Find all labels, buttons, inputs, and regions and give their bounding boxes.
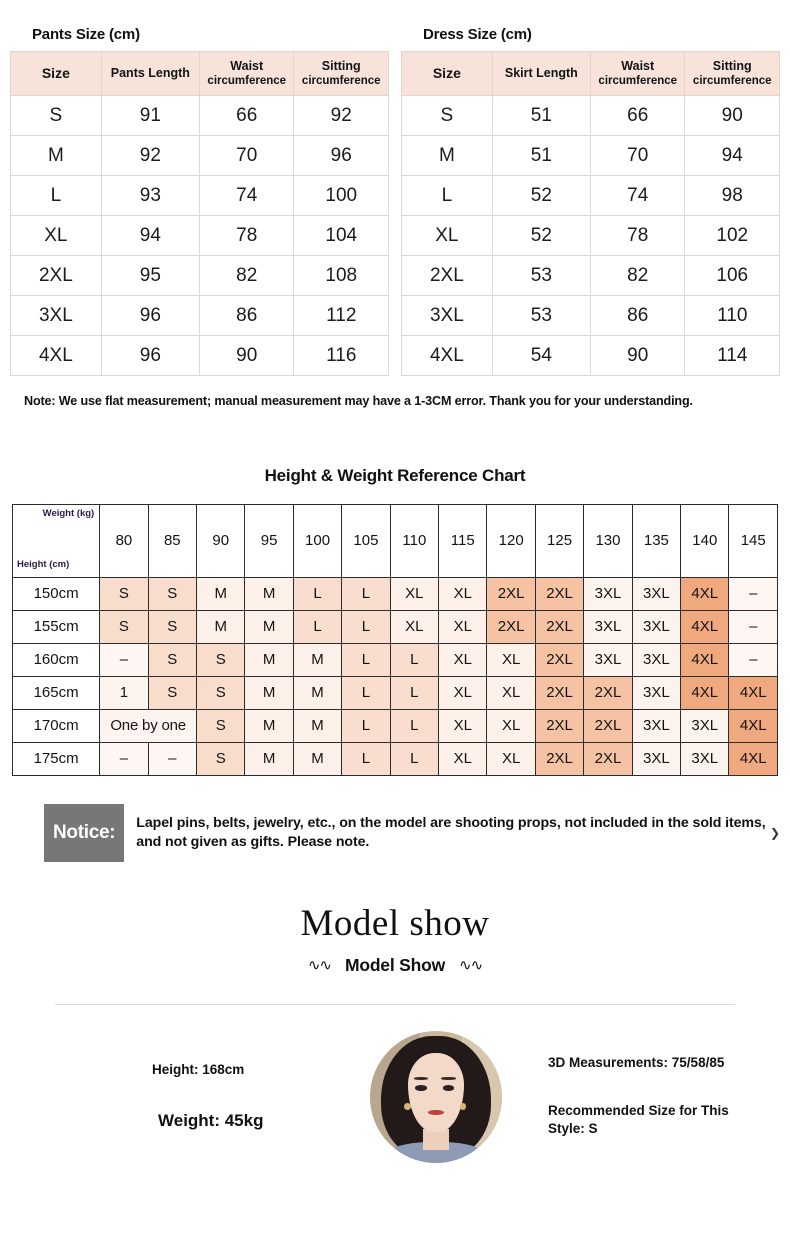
pants-size-table — [10, 51, 389, 376]
weight-column-header: 95 — [245, 504, 293, 577]
dress-size-block — [401, 26, 780, 376]
hw-table-row — [13, 709, 778, 742]
table-cell: 70 — [590, 136, 685, 176]
table-row — [11, 96, 389, 136]
table-cell: 104 — [294, 216, 389, 256]
hw-size-cell: 2XL — [535, 676, 583, 709]
table-row — [402, 256, 780, 296]
table-cell: S — [11, 96, 102, 136]
table-cell: 96 — [101, 296, 199, 336]
hw-table-row — [13, 643, 778, 676]
table-row — [11, 136, 389, 176]
model-avatar-wrap — [370, 1031, 502, 1163]
avatar-earring-left — [404, 1103, 411, 1110]
avatar-eyebrow-right — [441, 1077, 456, 1080]
table-cell: 95 — [101, 256, 199, 296]
table-cell: L — [402, 176, 493, 216]
table-cell: 53 — [492, 256, 590, 296]
chevron-right-icon: ❯ — [770, 825, 781, 840]
hw-size-cell: L — [293, 577, 341, 610]
dress-table-body — [402, 96, 780, 376]
hw-table-row — [13, 676, 778, 709]
hw-size-cell: XL — [439, 643, 487, 676]
hw-size-cell: M — [293, 676, 341, 709]
notice-bar — [0, 804, 790, 862]
hw-size-cell: 3XL — [681, 709, 729, 742]
table-cell: 66 — [590, 96, 685, 136]
table-cell: 86 — [199, 296, 294, 336]
table-cell: 114 — [685, 336, 780, 376]
pants-size-caption: Pants Size (cm) — [32, 26, 140, 43]
model-info-left — [24, 1062, 370, 1131]
table-cell: 86 — [590, 296, 685, 336]
table-cell: 78 — [199, 216, 294, 256]
hw-size-cell: 4XL — [729, 676, 778, 709]
table-cell: 78 — [590, 216, 685, 256]
hw-size-cell: 2XL — [584, 742, 632, 775]
weight-column-header: 130 — [584, 504, 632, 577]
hw-size-cell: L — [390, 742, 438, 775]
hw-size-cell: L — [342, 610, 390, 643]
notice-text: Lapel pins, belts, jewelry, etc., on the model are shooting props, not included in the sold items, and not given as gifts. Please note. — [136, 814, 766, 850]
height-weight-chart-wrap — [0, 486, 790, 776]
table-cell: 82 — [199, 256, 294, 296]
table-cell: 93 — [101, 176, 199, 216]
hw-table-row — [13, 577, 778, 610]
model-weight: Weight: 45kg — [158, 1111, 264, 1131]
avatar — [370, 1031, 502, 1163]
model-show-serif-title: Model show — [300, 902, 490, 944]
weight-column-header: 90 — [197, 504, 245, 577]
hw-size-cell: 2XL — [535, 709, 583, 742]
hw-size-cell: 4XL — [729, 709, 778, 742]
hw-size-cell: M — [197, 610, 245, 643]
table-row — [11, 256, 389, 296]
weight-column-header: 115 — [439, 504, 487, 577]
dress-size-caption: Dress Size (cm) — [423, 26, 532, 43]
table-cell: 74 — [199, 176, 294, 216]
table-row — [11, 336, 389, 376]
table-cell: XL — [402, 216, 493, 256]
weight-column-header: 105 — [342, 504, 390, 577]
hw-size-cell: 2XL — [487, 610, 535, 643]
model-height: Height: 168cm — [152, 1062, 245, 1078]
hw-size-cell: 1 — [100, 676, 148, 709]
table-cell: 90 — [199, 336, 294, 376]
hw-size-cell: – — [729, 643, 778, 676]
hw-size-cell: 3XL — [632, 709, 680, 742]
hw-size-cell: M — [293, 643, 341, 676]
hw-size-cell: 2XL — [584, 676, 632, 709]
hw-size-cell: 3XL — [632, 577, 680, 610]
hw-size-cell: 2XL — [535, 577, 583, 610]
hw-size-cell: L — [390, 709, 438, 742]
weight-column-header: 145 — [729, 504, 778, 577]
hw-size-cell: L — [342, 577, 390, 610]
hw-size-cell: S — [100, 610, 148, 643]
weight-column-header: 135 — [632, 504, 680, 577]
hw-size-cell: M — [245, 643, 293, 676]
table-cell: S — [402, 96, 493, 136]
hw-size-cell: 3XL — [632, 676, 680, 709]
table-header-row — [11, 52, 389, 96]
column-header-sitting: Sitting circumference — [685, 52, 780, 96]
hw-size-cell: 4XL — [681, 676, 729, 709]
table-row — [402, 296, 780, 336]
table-cell: 66 — [199, 96, 294, 136]
table-cell: 92 — [294, 96, 389, 136]
table-cell: 91 — [101, 96, 199, 136]
hw-size-cell: S — [197, 643, 245, 676]
table-row — [402, 136, 780, 176]
hw-size-cell: XL — [487, 676, 535, 709]
hw-size-cell: L — [342, 643, 390, 676]
hw-size-cell: S — [148, 577, 196, 610]
hw-size-cell: XL — [487, 709, 535, 742]
table-cell: 94 — [685, 136, 780, 176]
hw-table-row — [13, 742, 778, 775]
table-cell: 106 — [685, 256, 780, 296]
hw-size-cell: XL — [439, 676, 487, 709]
weight-column-header: 80 — [100, 504, 148, 577]
wave-right-icon: ∿∿ — [459, 956, 483, 974]
table-cell: M — [11, 136, 102, 176]
table-cell: 3XL — [402, 296, 493, 336]
hw-size-cell: 3XL — [632, 742, 680, 775]
hw-size-cell: 2XL — [535, 742, 583, 775]
model-info-section — [0, 1031, 790, 1163]
column-header-sitting: Sitting circumference — [294, 52, 389, 96]
hw-size-cell: S — [148, 676, 196, 709]
table-cell: 52 — [492, 216, 590, 256]
table-row — [402, 96, 780, 136]
table-row — [402, 336, 780, 376]
height-axis-label: Height (cm) — [17, 559, 70, 571]
table-cell: 3XL — [11, 296, 102, 336]
table-cell: M — [402, 136, 493, 176]
table-cell: 51 — [492, 136, 590, 176]
hw-size-cell: XL — [439, 742, 487, 775]
column-header-pants-length: Pants Length — [101, 52, 199, 96]
table-cell: 70 — [199, 136, 294, 176]
weight-column-header: 100 — [293, 504, 341, 577]
hw-size-cell: L — [342, 709, 390, 742]
hw-size-cell: – — [729, 577, 778, 610]
hw-size-cell: L — [390, 676, 438, 709]
dress-size-table — [401, 51, 780, 376]
hw-size-cell: 3XL — [584, 610, 632, 643]
weight-column-header: 125 — [535, 504, 583, 577]
column-header-waist: Waist circumference — [590, 52, 685, 96]
hw-size-cell: S — [148, 643, 196, 676]
table-cell: 102 — [685, 216, 780, 256]
weight-column-header: 85 — [148, 504, 196, 577]
hw-size-cell: – — [100, 643, 148, 676]
hw-size-cell: 3XL — [584, 643, 632, 676]
table-row — [11, 296, 389, 336]
hw-size-cell: 2XL — [584, 709, 632, 742]
size-tables-section — [0, 0, 790, 376]
table-header-row — [402, 52, 780, 96]
hw-size-cell: L — [293, 610, 341, 643]
hw-size-cell: 2XL — [535, 610, 583, 643]
hw-size-cell: M — [293, 709, 341, 742]
table-cell: 74 — [590, 176, 685, 216]
weight-column-header: 120 — [487, 504, 535, 577]
hw-size-cell: M — [245, 709, 293, 742]
avatar-eye-right — [443, 1085, 455, 1091]
hw-table-body — [13, 577, 778, 775]
table-cell: 96 — [101, 336, 199, 376]
hw-size-cell: M — [245, 577, 293, 610]
hw-size-cell: S — [197, 709, 245, 742]
avatar-eye-left — [415, 1085, 427, 1091]
table-cell: XL — [11, 216, 102, 256]
hw-size-cell: – — [100, 742, 148, 775]
hw-size-cell: S — [148, 610, 196, 643]
table-cell: 51 — [492, 96, 590, 136]
hw-size-cell: XL — [439, 709, 487, 742]
weight-column-header: 110 — [390, 504, 438, 577]
table-cell: 110 — [685, 296, 780, 336]
hw-corner-cell — [13, 504, 100, 577]
hw-size-cell: – — [729, 610, 778, 643]
weight-column-header: 140 — [681, 504, 729, 577]
hw-size-cell: M — [245, 742, 293, 775]
table-cell: 4XL — [402, 336, 493, 376]
weight-axis-label: Weight (kg) — [42, 507, 95, 519]
measurement-note: Note: We use flat measurement; manual measurement may have a 1-3CM error. Thank you for your understanding. — [24, 394, 693, 409]
table-cell: 54 — [492, 336, 590, 376]
table-row — [402, 176, 780, 216]
hw-size-cell: M — [197, 577, 245, 610]
hw-size-cell: 3XL — [681, 742, 729, 775]
hw-size-cell: XL — [439, 610, 487, 643]
column-header-size: Size — [11, 52, 102, 96]
table-row — [11, 216, 389, 256]
hw-size-cell: XL — [487, 643, 535, 676]
model-show-subtitle: Model Show — [344, 954, 446, 975]
height-weight-chart-title: Height & Weight Reference Chart — [264, 465, 526, 485]
hw-size-cell: S — [197, 742, 245, 775]
hw-size-cell: XL — [487, 742, 535, 775]
hw-size-cell: 3XL — [584, 577, 632, 610]
model-measurements: 3D Measurements: 75/58/85 — [548, 1055, 725, 1071]
hw-size-cell: 4XL — [729, 742, 778, 775]
hw-size-cell: 4XL — [681, 610, 729, 643]
table-cell: 94 — [101, 216, 199, 256]
table-cell: 53 — [492, 296, 590, 336]
column-header-waist: Waist circumference — [199, 52, 294, 96]
table-cell: 98 — [685, 176, 780, 216]
model-show-subtitle-row — [0, 955, 790, 976]
column-header-size: Size — [402, 52, 493, 96]
hw-size-cell: – — [148, 742, 196, 775]
hw-size-cell: L — [342, 676, 390, 709]
hw-size-cell: One by one — [100, 709, 197, 742]
table-row — [402, 216, 780, 256]
table-cell: 82 — [590, 256, 685, 296]
section-divider — [55, 1004, 735, 1005]
model-recommended-size: Recommended Size for This Style: S — [548, 1103, 729, 1137]
hw-size-cell: S — [100, 577, 148, 610]
hw-size-cell: S — [197, 676, 245, 709]
hw-table-row — [13, 610, 778, 643]
height-row-header: 160cm — [13, 643, 100, 676]
table-cell: L — [11, 176, 102, 216]
column-header-skirt-length: Skirt Length — [492, 52, 590, 96]
height-row-header: 150cm — [13, 577, 100, 610]
table-cell: 96 — [294, 136, 389, 176]
hw-size-cell: 2XL — [535, 643, 583, 676]
table-cell: 52 — [492, 176, 590, 216]
notice-tag: Notice: — [44, 804, 124, 862]
table-cell: 4XL — [11, 336, 102, 376]
height-row-header: 175cm — [13, 742, 100, 775]
table-cell: 90 — [590, 336, 685, 376]
table-cell: 100 — [294, 176, 389, 216]
hw-size-cell: XL — [439, 577, 487, 610]
height-row-header: 165cm — [13, 676, 100, 709]
table-cell: 2XL — [402, 256, 493, 296]
hw-size-cell: M — [293, 742, 341, 775]
wave-left-icon: ∿∿ — [307, 956, 331, 974]
hw-size-cell: XL — [390, 577, 438, 610]
hw-size-cell: L — [342, 742, 390, 775]
hw-size-cell: XL — [390, 610, 438, 643]
table-row — [11, 176, 389, 216]
hw-size-cell: L — [390, 643, 438, 676]
hw-size-cell: 2XL — [487, 577, 535, 610]
table-cell: 116 — [294, 336, 389, 376]
hw-size-cell: 3XL — [632, 643, 680, 676]
height-weight-table — [12, 504, 778, 776]
pants-size-block — [10, 26, 389, 376]
hw-size-cell: 4XL — [681, 643, 729, 676]
height-row-header: 155cm — [13, 610, 100, 643]
hw-size-cell: M — [245, 610, 293, 643]
pants-table-body — [11, 96, 389, 376]
table-cell: 112 — [294, 296, 389, 336]
hw-header-row — [13, 504, 778, 577]
table-cell: 2XL — [11, 256, 102, 296]
table-cell: 92 — [101, 136, 199, 176]
table-cell: 108 — [294, 256, 389, 296]
height-row-header: 170cm — [13, 709, 100, 742]
table-cell: 90 — [685, 96, 780, 136]
hw-size-cell: M — [245, 676, 293, 709]
hw-size-cell: 4XL — [681, 577, 729, 610]
model-info-right — [502, 1055, 766, 1138]
hw-size-cell: 3XL — [632, 610, 680, 643]
